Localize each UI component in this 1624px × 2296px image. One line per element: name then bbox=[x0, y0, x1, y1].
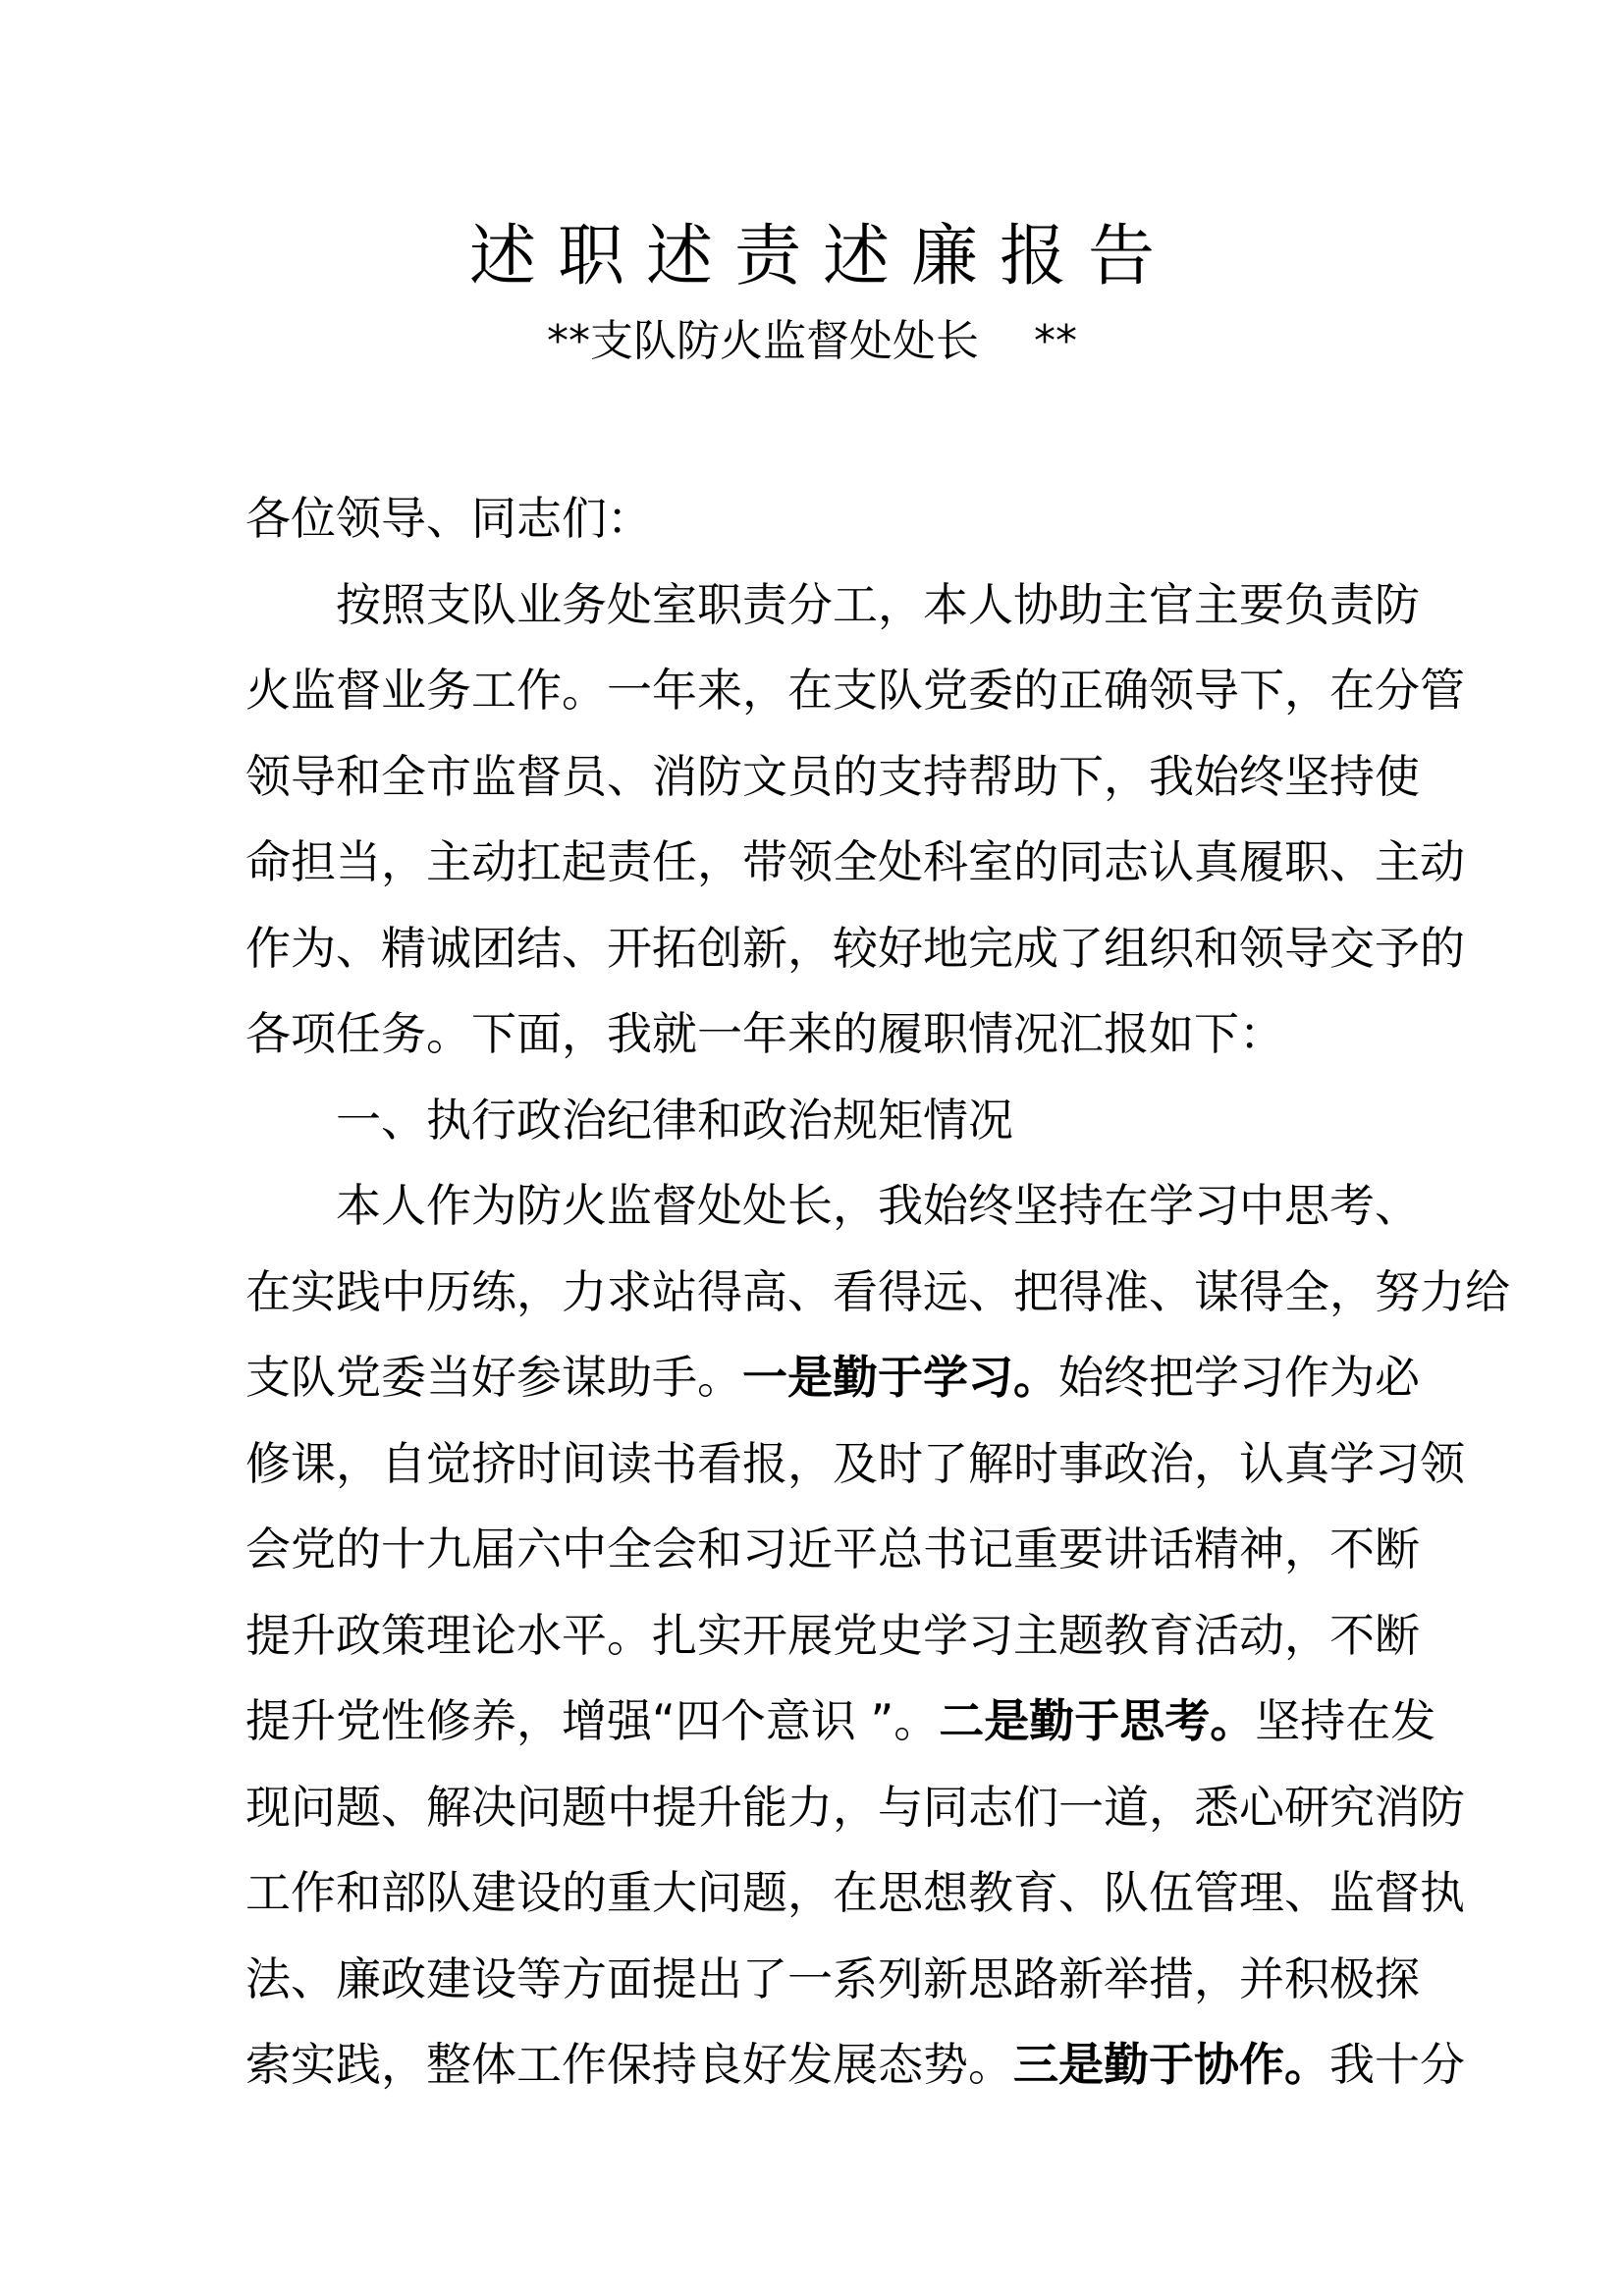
paragraph-line: 本人作为防火监督处处长，我始终坚持在学习中思考、 bbox=[336, 1179, 1420, 1232]
text-run: 我十分 bbox=[1329, 2038, 1465, 2091]
paragraph-line: 作为、精诚团结、开拓创新，较好地完成了组织和领导交予的 bbox=[245, 921, 1465, 975]
paragraph-line: 命担当，主动扛起责任，带领全处科室的同志认真履职、主动 bbox=[245, 835, 1465, 888]
page-title: 述职述责述廉报告 bbox=[468, 218, 1176, 295]
document-body bbox=[245, 486, 1510, 2118]
paragraph-line: 现问题、解决问题中提升能力，与同志们一道，悉心研究消防 bbox=[245, 1780, 1465, 1834]
paragraph-line: 在实践中历练，力求站得高、看得远、把得准、谋得全，努力给 bbox=[245, 1264, 1510, 1318]
section-heading: 一、执行政治纪律和政治规矩情况 bbox=[336, 1093, 1013, 1147]
paragraph-line: 按照支队业务处室职责分工，本人协助主官主要负责防 bbox=[336, 577, 1420, 631]
page-subtitle: **支队防火监督处处长 ** bbox=[547, 316, 1077, 366]
paragraph-line bbox=[245, 1688, 1436, 1775]
paragraph-line: 工作和部队建设的重大问题，在思想教育、队伍管理、监督执 bbox=[245, 1866, 1465, 1919]
paragraph-line: 法、廉政建设等方面提出了一系列新思路新举措，并积极探 bbox=[245, 1951, 1420, 2005]
paragraph-line: 提升政策理论水平。扎实开展党史学习主题教育活动，不断 bbox=[245, 1608, 1420, 1662]
bold-point-3: 三是勤于协作。 bbox=[1013, 2038, 1329, 2091]
text-run: 提升党性修养，增强“四个意识 ”。 bbox=[245, 1694, 940, 1747]
paragraph-line bbox=[245, 1345, 1420, 1431]
paragraph-line bbox=[245, 2032, 1465, 2118]
paragraph-line: 各项任务。下面，我就一年来的履职情况汇报如下： bbox=[245, 1007, 1284, 1060]
paragraph-line: 修课，自觉挤时间读书看报，及时了解时事政治，认真学习领 bbox=[245, 1436, 1465, 1490]
paragraph-line: 领导和全市监督员、消防文员的支持帮助下，我始终坚持使 bbox=[245, 749, 1420, 803]
bold-point-1: 一是勤于学习。 bbox=[742, 1351, 1058, 1404]
salutation: 各位领导、同志们： bbox=[245, 492, 652, 545]
text-run: 始终把学习作为必 bbox=[1058, 1351, 1420, 1404]
bold-point-2: 二是勤于思考。 bbox=[939, 1694, 1256, 1747]
text-run: 坚持在发 bbox=[1255, 1694, 1436, 1747]
text-run: 支队党委当好参谋助手。 bbox=[245, 1351, 742, 1404]
paragraph-line: 火监督业务工作。一年来，在支队党委的正确领导下，在分管 bbox=[245, 664, 1465, 717]
text-run: 索实践，整体工作保持良好发展态势。 bbox=[245, 2038, 1013, 2091]
paragraph-line: 会党的十九届六中全会和习近平总书记重要讲话精神，不断 bbox=[245, 1522, 1420, 1575]
